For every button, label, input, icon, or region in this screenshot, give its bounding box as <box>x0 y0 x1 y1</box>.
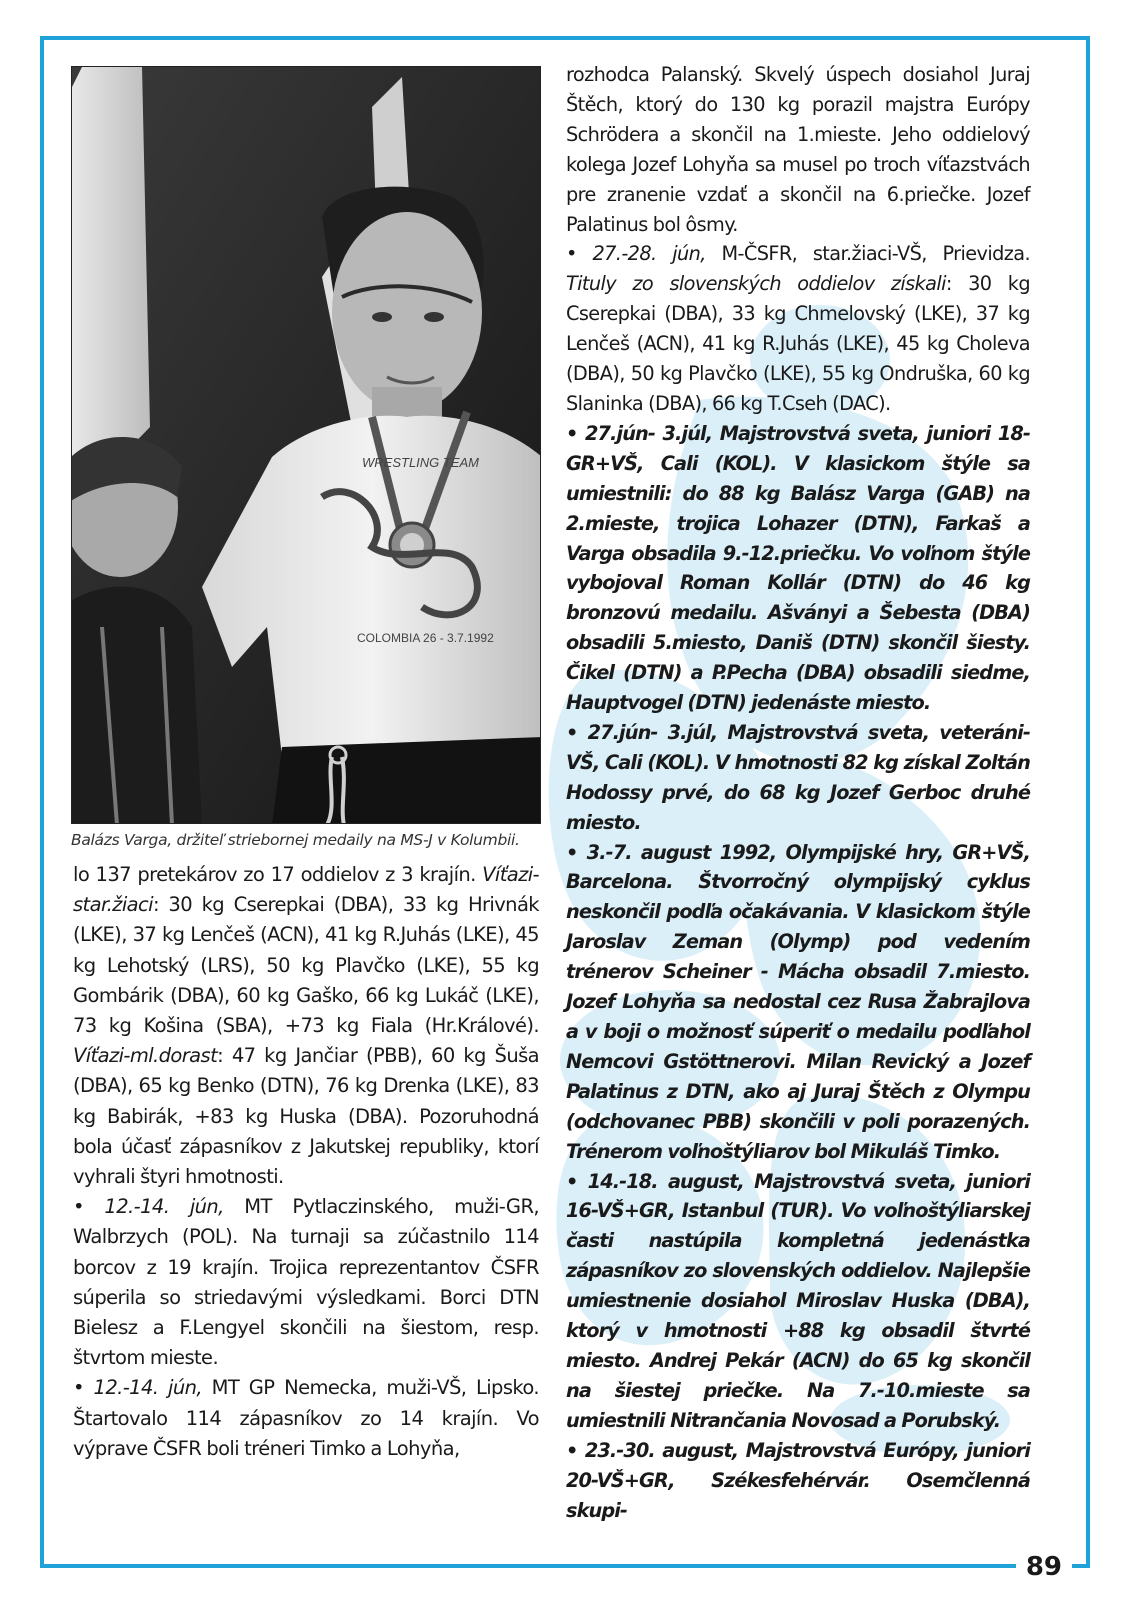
paragraph <box>73 1373 539 1464</box>
page-number: 89 <box>1016 1552 1072 1582</box>
text-run: : 30 kg Cserepkai (DBA), 33 kg Chmelovský (LKE), 37 kg Lenčeš (ACN), 41 kg R.Juhás (LKE), 45 kg Choleva (DBA), 50 kg Plavčko (LKE), 55 kg Ondruška, 60 kg Slaninka (DBA), 66 kg T.Cseh (DAC). <box>566 272 1030 415</box>
paragraph: • 27.jún- 3.júl, Majstrovstvá sveta, juniori 18-GR+VŠ, Cali (KOL). V klasickom štýle sa umiestnili: do 88 kg Balász Varga (GAB) na 2.mieste, trojica Lohazer (DTN), Farkaš a Varga obsadila 9.-12.priečku. Vo voľnom štýle vybojoval Roman Kollár (DTN) do 46 kg bronzovú medailu. Ašványi a Šebesta (DBA) obsadili 5.miesto, Daniš (DTN) skončil šiesty. Čikel (DTN) a P.Pecha (DBA) obsadili siedme, Hauptvogel (DTN) jedenáste miesto. <box>566 421 1030 715</box>
text-run: MT GP Nemecka, muži-VŠ, Lipsko. Štartovalo 114 zápasníkov zo 14 krajín. Vo výprave ČSFR boli tréneri Timko a Lohyňa, <box>73 1376 539 1460</box>
italic-label: Víťazi-star.žiaci <box>73 863 539 917</box>
text-run: M-ČSFR, star.žiaci-VŠ, Prievidza. <box>705 242 1030 266</box>
paragraph <box>73 860 539 1192</box>
event-date: • 12.-14. jún, <box>73 1195 224 1219</box>
italic-label: Víťazi-ml.dorast <box>73 1044 218 1068</box>
event-date: • 27.-28. jún, <box>566 242 706 266</box>
paragraph: rozhodca Palanský. Skvelý úspech dosiahol Juraj Štěch, ktorý do 130 kg porazil majstra Európy Schrödera a skončil na 1.mieste. Jeho oddielový kolega Jozef Lohyňa sa musel po troch víťazstvách pre zranenie vzdať a skončil na 6.priečke. Jozef Palatinus bol ôsmy. <box>566 63 1030 236</box>
text-run: lo 137 pretekárov zo 17 oddielov z 3 krajín. <box>73 863 483 886</box>
text-run: : 47 kg Jančiar (PBB), 60 kg Šuša (DBA), 65 kg Benko (DTN), 76 kg Drenka (LKE), 83 kg Babirák, +83 kg Huska (DBA). Pozoruhodná bola účasť zápasníkov z Jakutskej republiky, ktorí vyhrali štyri hmotnosti. <box>73 1044 539 1189</box>
paragraph: • 3.-7. august 1992, Olympijské hry, GR+VŠ, Barcelona. Štvorročný olympijský cyklus neskončil podľa očakávania. V klasickom štýle Jaroslav Zeman (Olymp) pod vedením trénerov Scheiner - Mácha obsadil 7.miesto. Jozef Lohyňa sa nedostal cez Rusa Žabrajlova a v boji o možnosť súperiť o medailu podľahol Nemcovi Gstöttnerovi. Milan Revický a Jozef Palatinus z DTN, ako aj Juraj Štěch z Olympu (odchovanec PBB) skončili v poli porazených. Trénerom voľnoštýliarov bol Mikuláš Timko. <box>566 840 1030 1163</box>
right-text-column <box>566 60 1030 1525</box>
shirt-text-top: WRESTLING TEAM <box>362 455 480 470</box>
text-run: MT Pytlaczinského, muži-GR, Walbrzych (POL). Na turnaji sa zúčastnilo 114 borcov z 19 krajín. Trojica reprezentantov ČSFR súperila so striedavými výsledkami. Borci DTN Bielesz a F.Lengyel skončili na šiestom, resp. štvrtom mieste. <box>73 1195 539 1370</box>
paragraph: • 27.jún- 3.júl, Majstrovstvá sveta, veteráni-VŠ, Cali (KOL). V hmotnosti 82 kg získal Zoltán Hodossy prvé, do 68 kg Jozef Gerboc druhé miesto. <box>566 720 1030 834</box>
text-run: : 30 kg Cserepkai (DBA), 33 kg Hrivnák (LKE), 37 kg Lenčeš (ACN), 41 kg R.Juhás (LKE), 45 kg Lehotský (LRS), 50 kg Plavčko (LKE), 55 kg Gombárik (DBA), 60 kg Gaško, 66 kg Lukáč (LKE), 73 kg Košina (SBA), +73 kg Fiala (Hr.Králové). <box>73 893 539 1038</box>
italic-label: Tituly zo slovenských oddielov získali <box>566 272 946 296</box>
shirt-text-bottom: COLOMBIA 26 - 3.7.1992 <box>357 631 494 645</box>
photo-caption: Balázs Varga, držiteľ striebornej medaily na MS-J v Kolumbii. <box>71 831 520 849</box>
event-date: • 12.-14. jún, <box>73 1376 202 1400</box>
athlete-photo <box>71 66 541 824</box>
paragraph <box>566 239 1030 418</box>
athlete-photo-image <box>72 67 541 824</box>
paragraph: • 23.-30. august, Majstrovstvá Európy, juniori 20-VŠ+GR, Székesfehérvár. Osemčlenná skupi- <box>566 1438 1030 1522</box>
paragraph <box>73 1192 539 1373</box>
paragraph: • 14.-18. august, Majstrovstvá sveta, juniori 16-VŠ+GR, Istanbul (TUR). Vo voľnoštýliarskej časti nastúpila kompletná jedenástka zápasníkov zo slovenských oddielov. Najlepšie umiestnenie dosiahol Miroslav Huska (DBA), ktorý v hmotnosti +88 kg obsadil štvrté miesto. Andrej Pekár (ACN) do 65 kg skončil na šiestej priečke. Na 7.-10.mieste sa umiestnili Nitrančania Novosad a Porubský. <box>566 1169 1030 1432</box>
left-text-column <box>73 860 539 1464</box>
